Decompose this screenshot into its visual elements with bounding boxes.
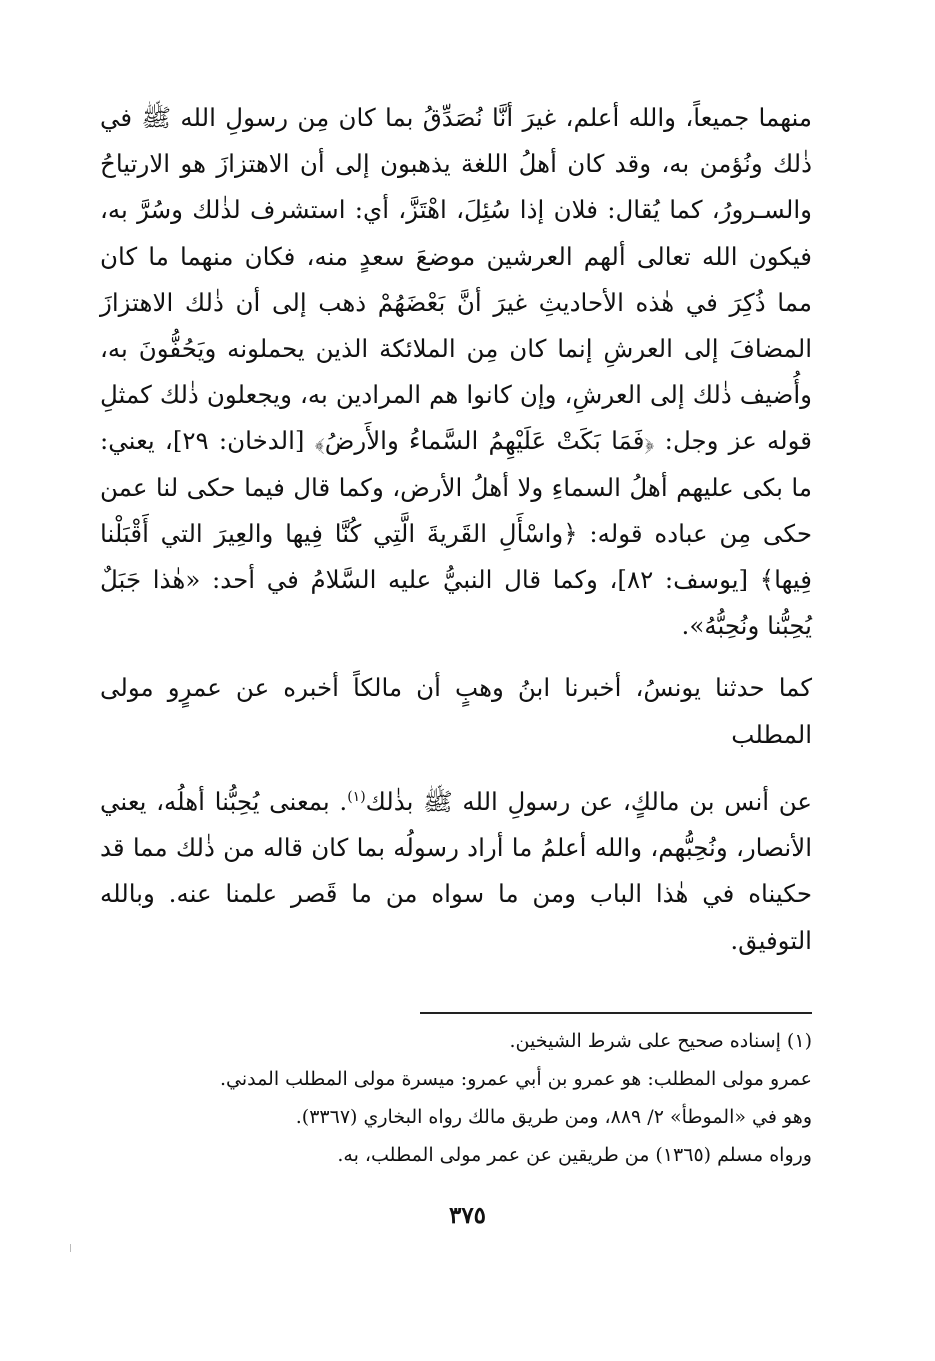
page-number: ٣٧٥ (448, 1202, 487, 1229)
margin-mark (70, 1244, 71, 1252)
footnote-line: وهو في «الموطأ» ٢/ ٨٨٩، ومن طريق مالك رواه البخاري (٣٣٦٧). (295, 1106, 812, 1128)
paragraph-3 (100, 774, 812, 964)
paragraph-3-end: . بمعنى يُحِبُّنا أهلُه، يعني الأنصار، ونُحِبُّهم، والله أعلمُ ما أراد رسولُه بما كان قاله من ذٰلك مما قد حكيناه في هٰذا الباب ومن ما سواه من ما قَصر علمنا عنه. وبالله التوفيق. (100, 787, 812, 955)
footnote-separator (420, 1012, 812, 1014)
footnote-line: (١) إسناده صحيح على شرط الشيخين. (509, 1030, 812, 1052)
paragraph-1: منهما جميعاً، والله أعلم، غيرَ أنَّا نُصَدِّقُ بما كان مِن رسولِ الله ﷺ في ذٰلك ونُؤمن به، وقد كان أهلُ اللغة يذهبون إلى أن الاهتزازَ هو الارتياحُ والسـرورُ، كما يُقال: فلان إذا سُئِلَ، اهْتَزَّ، أي: استشرف لذٰلك وسُرَّ به، فيكون الله تعالى ألهم العرشين موضعَ سعدٍ منه، فكان منهما ما كان مما ذُكِرَ في هٰذه الأحاديثِ غيرَ أنَّ بَعْضَهُمْ ذهب إلى أن ذٰلك الاهتزازَ المضافَ إلى العرشِ إنما كان مِن الملائكة الذين يحملونه ويَحُفُّونَ به، وأُضيف ذٰلك إلى العرشِ، وإن كانوا هم المرادين به، ويجعلون ذٰلك كمثلِ قوله عز وجل: ﴿فَمَا بَكَتْ عَلَيْهِمُ السَّماءُ والأَرضُ﴾ [الدخان: ٢٩]، يعني: ما بكى عليهم أهلُ السماءِ ولا أهلُ الأرض، وكما قال فيما حكى لنا عمن حكى مِن عباده قوله: ﴿واسْأَلِ القَريةَ الَّتِي كُنَّا فِيها والعِيرَ التي أَقْبَلْنا فِيها﴾ [يوسف: ٨٢]، وكما قال النبيُّ عليه السَّلامُ في أحد: «هٰذا جَبَلٌ يُحِبُّنا ونُحِبُّهُ». (100, 103, 812, 641)
footnote-line: ورواه مسلم (١٣٦٥) من طريقين عن عمر مولى المطلب، به. (337, 1144, 812, 1166)
main-text (100, 95, 812, 964)
paragraph-2: كما حدثنا يونسُ، أخبرنا ابنُ وهبٍ أن مالكاً أخبره عن عمرٍو مولى المطلب (100, 673, 812, 749)
footnote-reference: (١) (347, 788, 366, 805)
footnote-line: عمرو مولى المطلب: هو عمرو بن أبي عمرو: ميسرة مولى المطلب المدني. (219, 1068, 812, 1090)
paragraph-3-start: عن أنس بن مالكٍ، عن رسولِ الله ﷺ بذٰلك (365, 787, 812, 816)
footnotes (100, 1022, 812, 1174)
